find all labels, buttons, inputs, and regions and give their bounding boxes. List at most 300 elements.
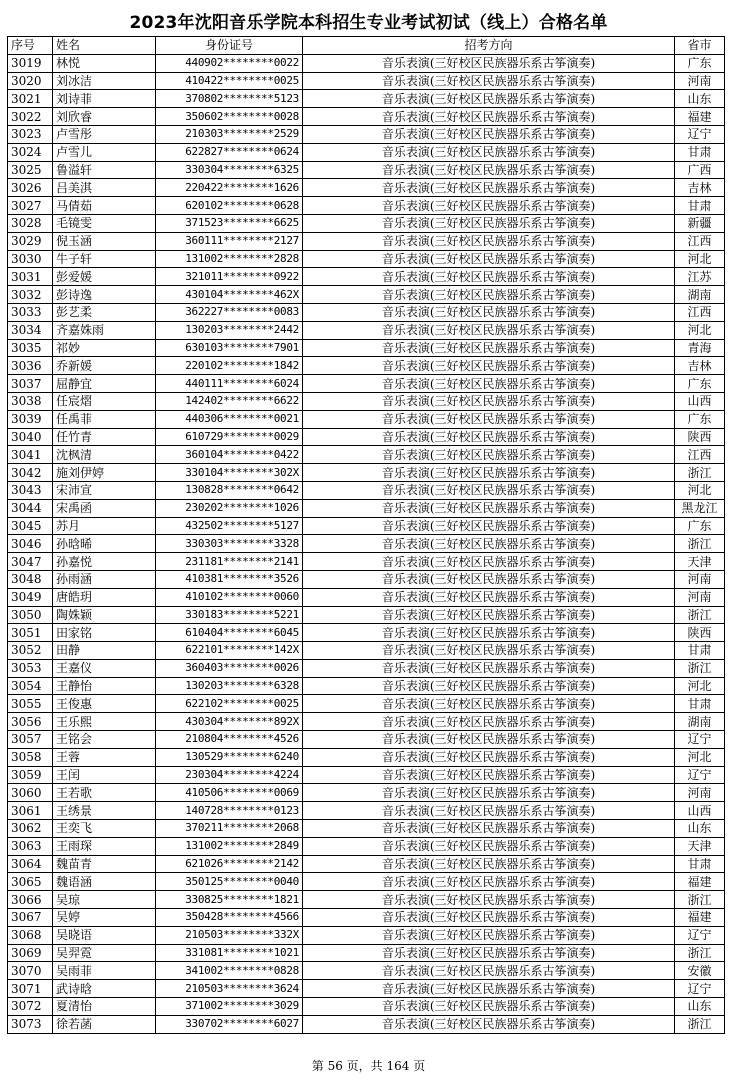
cell-serial-number: 3031 xyxy=(8,268,53,286)
cell-serial-number: 3054 xyxy=(8,677,53,695)
cell-major: 音乐表演(三好校区民族器乐系古筝演奏) xyxy=(303,1015,675,1033)
cell-major: 音乐表演(三好校区民族器乐系古筝演奏) xyxy=(303,713,675,731)
cell-serial-number: 3049 xyxy=(8,588,53,606)
cell-major: 音乐表演(三好校区民族器乐系古筝演奏) xyxy=(303,998,675,1016)
cell-major: 音乐表演(三好校区民族器乐系古筝演奏) xyxy=(303,392,675,410)
cell-serial-number: 3029 xyxy=(8,232,53,250)
cell-id-number: 321011********0922 xyxy=(156,268,303,286)
cell-serial-number: 3033 xyxy=(8,303,53,321)
cell-province: 山西 xyxy=(675,392,725,410)
cell-province: 河北 xyxy=(675,321,725,339)
table-row xyxy=(8,339,725,357)
cell-name: 吴琼 xyxy=(53,891,156,909)
table-row xyxy=(8,517,725,535)
cell-major: 音乐表演(三好校区民族器乐系古筝演奏) xyxy=(303,161,675,179)
cell-id-number: 370211********2068 xyxy=(156,820,303,838)
cell-province: 广东 xyxy=(675,54,725,72)
cell-name: 林悦 xyxy=(53,54,156,72)
cell-id-number: 131002********2849 xyxy=(156,837,303,855)
cell-name: 刘诗菲 xyxy=(53,90,156,108)
cell-name: 孙嘉悦 xyxy=(53,553,156,571)
cell-major: 音乐表演(三好校区民族器乐系古筝演奏) xyxy=(303,837,675,855)
cell-major: 音乐表演(三好校区民族器乐系古筝演奏) xyxy=(303,428,675,446)
table-row xyxy=(8,659,725,677)
table-row xyxy=(8,837,725,855)
cell-serial-number: 3071 xyxy=(8,980,53,998)
cell-major: 音乐表演(三好校区民族器乐系古筝演奏) xyxy=(303,926,675,944)
table-row xyxy=(8,570,725,588)
cell-major: 音乐表演(三好校区民族器乐系古筝演奏) xyxy=(303,980,675,998)
cell-province: 甘肃 xyxy=(675,642,725,660)
table-row xyxy=(8,392,725,410)
cell-id-number: 360104********0422 xyxy=(156,446,303,464)
cell-serial-number: 3027 xyxy=(8,197,53,215)
cell-province: 吉林 xyxy=(675,179,725,197)
cell-name: 吴婷 xyxy=(53,909,156,927)
table-row xyxy=(8,820,725,838)
cell-id-number: 610729********0029 xyxy=(156,428,303,446)
cell-name: 卢雪儿 xyxy=(53,143,156,161)
cell-name: 彭诗逸 xyxy=(53,286,156,304)
cell-name: 苏月 xyxy=(53,517,156,535)
table-row xyxy=(8,481,725,499)
cell-serial-number: 3067 xyxy=(8,909,53,927)
table-row xyxy=(8,1015,725,1033)
cell-major: 音乐表演(三好校区民族器乐系古筝演奏) xyxy=(303,410,675,428)
cell-province: 广东 xyxy=(675,517,725,535)
cell-name: 刘欣睿 xyxy=(53,108,156,126)
cell-serial-number: 3066 xyxy=(8,891,53,909)
cell-name: 乔新媛 xyxy=(53,357,156,375)
cell-name: 刘冰洁 xyxy=(53,72,156,90)
cell-province: 河南 xyxy=(675,570,725,588)
cell-serial-number: 3024 xyxy=(8,143,53,161)
cell-id-number: 130203********6328 xyxy=(156,677,303,695)
table-row xyxy=(8,731,725,749)
cell-province: 江西 xyxy=(675,303,725,321)
cell-serial-number: 3062 xyxy=(8,820,53,838)
cell-province: 福建 xyxy=(675,873,725,891)
cell-major: 音乐表演(三好校区民族器乐系古筝演奏) xyxy=(303,517,675,535)
cell-name: 夏清怡 xyxy=(53,998,156,1016)
cell-major: 音乐表演(三好校区民族器乐系古筝演奏) xyxy=(303,624,675,642)
cell-province: 辽宁 xyxy=(675,980,725,998)
cell-id-number: 231181********2141 xyxy=(156,553,303,571)
cell-major: 音乐表演(三好校区民族器乐系古筝演奏) xyxy=(303,588,675,606)
cell-serial-number: 3020 xyxy=(8,72,53,90)
cell-name: 祁妙 xyxy=(53,339,156,357)
cell-serial-number: 3041 xyxy=(8,446,53,464)
table-row xyxy=(8,232,725,250)
cell-major: 音乐表演(三好校区民族器乐系古筝演奏) xyxy=(303,499,675,517)
cell-major: 音乐表演(三好校区民族器乐系古筝演奏) xyxy=(303,179,675,197)
cell-serial-number: 3065 xyxy=(8,873,53,891)
cell-major: 音乐表演(三好校区民族器乐系古筝演奏) xyxy=(303,268,675,286)
cell-province: 天津 xyxy=(675,553,725,571)
cell-name: 齐嘉姝雨 xyxy=(53,321,156,339)
table-row xyxy=(8,428,725,446)
cell-province: 河南 xyxy=(675,588,725,606)
header-major: 招考方向 xyxy=(303,37,675,55)
cell-province: 浙江 xyxy=(675,1015,725,1033)
cell-serial-number: 3036 xyxy=(8,357,53,375)
cell-name: 王铭会 xyxy=(53,731,156,749)
cell-major: 音乐表演(三好校区民族器乐系古筝演奏) xyxy=(303,535,675,553)
cell-province: 湖南 xyxy=(675,713,725,731)
cell-province: 福建 xyxy=(675,108,725,126)
cell-id-number: 330702********6027 xyxy=(156,1015,303,1033)
cell-province: 青海 xyxy=(675,339,725,357)
cell-serial-number: 3052 xyxy=(8,642,53,660)
cell-name: 牛子轩 xyxy=(53,250,156,268)
cell-province: 安徽 xyxy=(675,962,725,980)
cell-serial-number: 3026 xyxy=(8,179,53,197)
cell-province: 甘肃 xyxy=(675,143,725,161)
cell-province: 辽宁 xyxy=(675,766,725,784)
table-row xyxy=(8,286,725,304)
cell-name: 施刘伊婷 xyxy=(53,464,156,482)
cell-serial-number: 3038 xyxy=(8,392,53,410)
cell-province: 浙江 xyxy=(675,891,725,909)
cell-serial-number: 3053 xyxy=(8,659,53,677)
table-row xyxy=(8,321,725,339)
cell-id-number: 140728********0123 xyxy=(156,802,303,820)
cell-major: 音乐表演(三好校区民族器乐系古筝演奏) xyxy=(303,72,675,90)
table-row xyxy=(8,446,725,464)
cell-major: 音乐表演(三好校区民族器乐系古筝演奏) xyxy=(303,197,675,215)
cell-id-number: 341002********0828 xyxy=(156,962,303,980)
cell-major: 音乐表演(三好校区民族器乐系古筝演奏) xyxy=(303,464,675,482)
cell-province: 辽宁 xyxy=(675,731,725,749)
cell-major: 音乐表演(三好校区民族器乐系古筝演奏) xyxy=(303,375,675,393)
cell-major: 音乐表演(三好校区民族器乐系古筝演奏) xyxy=(303,606,675,624)
cell-major: 音乐表演(三好校区民族器乐系古筝演奏) xyxy=(303,944,675,962)
cell-major: 音乐表演(三好校区民族器乐系古筝演奏) xyxy=(303,446,675,464)
cell-serial-number: 3043 xyxy=(8,481,53,499)
cell-serial-number: 3061 xyxy=(8,802,53,820)
cell-name: 徐若菡 xyxy=(53,1015,156,1033)
cell-id-number: 330825********1821 xyxy=(156,891,303,909)
cell-serial-number: 3034 xyxy=(8,321,53,339)
cell-name: 魏语涵 xyxy=(53,873,156,891)
table-row xyxy=(8,72,725,90)
cell-serial-number: 3039 xyxy=(8,410,53,428)
table-row xyxy=(8,357,725,375)
cell-serial-number: 3046 xyxy=(8,535,53,553)
cell-serial-number: 3059 xyxy=(8,766,53,784)
cell-id-number: 130828********0642 xyxy=(156,481,303,499)
cell-province: 新疆 xyxy=(675,214,725,232)
cell-serial-number: 3047 xyxy=(8,553,53,571)
cell-major: 音乐表演(三好校区民族器乐系古筝演奏) xyxy=(303,766,675,784)
table-row xyxy=(8,197,725,215)
header-serial-number: 序号 xyxy=(8,37,53,55)
cell-province: 河南 xyxy=(675,72,725,90)
cell-id-number: 220422********1626 xyxy=(156,179,303,197)
cell-name: 田家铭 xyxy=(53,624,156,642)
cell-name: 吴晓语 xyxy=(53,926,156,944)
cell-serial-number: 3064 xyxy=(8,855,53,873)
table-row xyxy=(8,766,725,784)
cell-name: 沈枫清 xyxy=(53,446,156,464)
cell-major: 音乐表演(三好校区民族器乐系古筝演奏) xyxy=(303,321,675,339)
cell-name: 吕美淇 xyxy=(53,179,156,197)
cell-id-number: 440902********0022 xyxy=(156,54,303,72)
cell-serial-number: 3072 xyxy=(8,998,53,1016)
cell-id-number: 330303********3328 xyxy=(156,535,303,553)
cell-name: 王绣景 xyxy=(53,802,156,820)
cell-serial-number: 3070 xyxy=(8,962,53,980)
cell-province: 广东 xyxy=(675,375,725,393)
cell-major: 音乐表演(三好校区民族器乐系古筝演奏) xyxy=(303,232,675,250)
results-table xyxy=(7,36,725,1034)
cell-major: 音乐表演(三好校区民族器乐系古筝演奏) xyxy=(303,962,675,980)
cell-province: 陕西 xyxy=(675,624,725,642)
cell-major: 音乐表演(三好校区民族器乐系古筝演奏) xyxy=(303,802,675,820)
cell-name: 彭爱媛 xyxy=(53,268,156,286)
cell-id-number: 142402********6622 xyxy=(156,392,303,410)
cell-province: 江苏 xyxy=(675,268,725,286)
cell-name: 卢雪彤 xyxy=(53,125,156,143)
cell-id-number: 630103********7901 xyxy=(156,339,303,357)
table-row xyxy=(8,499,725,517)
cell-serial-number: 3022 xyxy=(8,108,53,126)
cell-id-number: 220102********1842 xyxy=(156,357,303,375)
table-row xyxy=(8,268,725,286)
cell-id-number: 330183********5221 xyxy=(156,606,303,624)
table-row xyxy=(8,624,725,642)
cell-name: 王闰 xyxy=(53,766,156,784)
cell-serial-number: 3045 xyxy=(8,517,53,535)
cell-serial-number: 3023 xyxy=(8,125,53,143)
table-row xyxy=(8,695,725,713)
cell-id-number: 131002********2828 xyxy=(156,250,303,268)
cell-id-number: 210804********4526 xyxy=(156,731,303,749)
cell-province: 广东 xyxy=(675,410,725,428)
cell-id-number: 622102********0025 xyxy=(156,695,303,713)
table-row xyxy=(8,303,725,321)
table-row xyxy=(8,535,725,553)
cell-name: 鲁溢轩 xyxy=(53,161,156,179)
cell-id-number: 432502********5127 xyxy=(156,517,303,535)
cell-major: 音乐表演(三好校区民族器乐系古筝演奏) xyxy=(303,731,675,749)
header-row xyxy=(8,37,725,55)
cell-major: 音乐表演(三好校区民族器乐系古筝演奏) xyxy=(303,855,675,873)
cell-province: 山西 xyxy=(675,802,725,820)
table-row xyxy=(8,250,725,268)
cell-name: 屈静宜 xyxy=(53,375,156,393)
cell-serial-number: 3028 xyxy=(8,214,53,232)
cell-major: 音乐表演(三好校区民族器乐系古筝演奏) xyxy=(303,820,675,838)
cell-id-number: 410381********3526 xyxy=(156,570,303,588)
table-row xyxy=(8,125,725,143)
table-row xyxy=(8,909,725,927)
cell-major: 音乐表演(三好校区民族器乐系古筝演奏) xyxy=(303,784,675,802)
cell-major: 音乐表演(三好校区民族器乐系古筝演奏) xyxy=(303,891,675,909)
table-row xyxy=(8,90,725,108)
header-id-number: 身份证号 xyxy=(156,37,303,55)
cell-id-number: 430104********462X xyxy=(156,286,303,304)
table-row xyxy=(8,108,725,126)
table-row xyxy=(8,606,725,624)
cell-name: 王雨琛 xyxy=(53,837,156,855)
cell-major: 音乐表演(三好校区民族器乐系古筝演奏) xyxy=(303,873,675,891)
table-row xyxy=(8,748,725,766)
cell-major: 音乐表演(三好校区民族器乐系古筝演奏) xyxy=(303,143,675,161)
cell-serial-number: 3035 xyxy=(8,339,53,357)
cell-serial-number: 3037 xyxy=(8,375,53,393)
cell-id-number: 370802********5123 xyxy=(156,90,303,108)
cell-major: 音乐表演(三好校区民族器乐系古筝演奏) xyxy=(303,214,675,232)
cell-serial-number: 3040 xyxy=(8,428,53,446)
header-name: 姓名 xyxy=(53,37,156,55)
cell-serial-number: 3044 xyxy=(8,499,53,517)
cell-province: 浙江 xyxy=(675,944,725,962)
cell-province: 浙江 xyxy=(675,535,725,553)
cell-major: 音乐表演(三好校区民族器乐系古筝演奏) xyxy=(303,570,675,588)
cell-province: 辽宁 xyxy=(675,125,725,143)
cell-province: 天津 xyxy=(675,837,725,855)
cell-id-number: 440111********6024 xyxy=(156,375,303,393)
cell-province: 浙江 xyxy=(675,464,725,482)
cell-id-number: 210303********2529 xyxy=(156,125,303,143)
cell-province: 广西 xyxy=(675,161,725,179)
cell-major: 音乐表演(三好校区民族器乐系古筝演奏) xyxy=(303,677,675,695)
cell-id-number: 210503********3624 xyxy=(156,980,303,998)
cell-province: 陕西 xyxy=(675,428,725,446)
cell-major: 音乐表演(三好校区民族器乐系古筝演奏) xyxy=(303,357,675,375)
cell-name: 王奕飞 xyxy=(53,820,156,838)
cell-name: 吴羿霓 xyxy=(53,944,156,962)
cell-name: 宋沛宣 xyxy=(53,481,156,499)
cell-major: 音乐表演(三好校区民族器乐系古筝演奏) xyxy=(303,553,675,571)
cell-id-number: 410422********0025 xyxy=(156,72,303,90)
cell-serial-number: 3073 xyxy=(8,1015,53,1033)
cell-name: 王嘉仪 xyxy=(53,659,156,677)
cell-province: 浙江 xyxy=(675,659,725,677)
cell-province: 福建 xyxy=(675,909,725,927)
table-row xyxy=(8,54,725,72)
cell-serial-number: 3032 xyxy=(8,286,53,304)
cell-province: 山东 xyxy=(675,998,725,1016)
cell-name: 田静 xyxy=(53,642,156,660)
cell-major: 音乐表演(三好校区民族器乐系古筝演奏) xyxy=(303,303,675,321)
cell-province: 甘肃 xyxy=(675,855,725,873)
cell-serial-number: 3030 xyxy=(8,250,53,268)
table-row xyxy=(8,464,725,482)
cell-name: 毛镜雯 xyxy=(53,214,156,232)
cell-major: 音乐表演(三好校区民族器乐系古筝演奏) xyxy=(303,125,675,143)
cell-serial-number: 3060 xyxy=(8,784,53,802)
cell-id-number: 360111********2127 xyxy=(156,232,303,250)
cell-name: 王静怡 xyxy=(53,677,156,695)
cell-id-number: 330304********6325 xyxy=(156,161,303,179)
document-title: 2023年沈阳音乐学院本科招生专业考试初试（线上）合格名单 xyxy=(129,13,608,33)
page-footer: 第 56 页，共 164 页 xyxy=(311,1059,426,1073)
cell-province: 山东 xyxy=(675,90,725,108)
cell-name: 王乐熙 xyxy=(53,713,156,731)
cell-major: 音乐表演(三好校区民族器乐系古筝演奏) xyxy=(303,339,675,357)
cell-serial-number: 3042 xyxy=(8,464,53,482)
cell-province: 吉林 xyxy=(675,357,725,375)
cell-id-number: 130529********6240 xyxy=(156,748,303,766)
cell-major: 音乐表演(三好校区民族器乐系古筝演奏) xyxy=(303,695,675,713)
cell-id-number: 430304********892X xyxy=(156,713,303,731)
cell-province: 山东 xyxy=(675,820,725,838)
cell-name: 任宸熠 xyxy=(53,392,156,410)
cell-id-number: 620102********0628 xyxy=(156,197,303,215)
cell-serial-number: 3051 xyxy=(8,624,53,642)
table-row xyxy=(8,855,725,873)
cell-major: 音乐表演(三好校区民族器乐系古筝演奏) xyxy=(303,909,675,927)
cell-id-number: 371523********6625 xyxy=(156,214,303,232)
cell-id-number: 130203********2442 xyxy=(156,321,303,339)
cell-serial-number: 3019 xyxy=(8,54,53,72)
cell-name: 彭艺柔 xyxy=(53,303,156,321)
cell-province: 辽宁 xyxy=(675,926,725,944)
cell-province: 湖南 xyxy=(675,286,725,304)
cell-name: 魏苗青 xyxy=(53,855,156,873)
cell-serial-number: 3025 xyxy=(8,161,53,179)
cell-id-number: 350602********0028 xyxy=(156,108,303,126)
cell-province: 河北 xyxy=(675,748,725,766)
cell-name: 王俊惠 xyxy=(53,695,156,713)
table-row xyxy=(8,214,725,232)
table-row xyxy=(8,410,725,428)
cell-id-number: 621026********2142 xyxy=(156,855,303,873)
table-row xyxy=(8,944,725,962)
cell-serial-number: 3057 xyxy=(8,731,53,749)
cell-serial-number: 3055 xyxy=(8,695,53,713)
table-row xyxy=(8,980,725,998)
cell-id-number: 410506********0069 xyxy=(156,784,303,802)
cell-province: 江西 xyxy=(675,446,725,464)
cell-id-number: 230304********4224 xyxy=(156,766,303,784)
cell-id-number: 622827********0624 xyxy=(156,143,303,161)
cell-major: 音乐表演(三好校区民族器乐系古筝演奏) xyxy=(303,54,675,72)
table-row xyxy=(8,161,725,179)
cell-id-number: 610404********6045 xyxy=(156,624,303,642)
cell-province: 江西 xyxy=(675,232,725,250)
table-row xyxy=(8,998,725,1016)
cell-major: 音乐表演(三好校区民族器乐系古筝演奏) xyxy=(303,90,675,108)
table-header xyxy=(8,37,725,55)
table-row xyxy=(8,677,725,695)
cell-name: 马倩茹 xyxy=(53,197,156,215)
table-row xyxy=(8,713,725,731)
cell-province: 甘肃 xyxy=(675,695,725,713)
table-row xyxy=(8,891,725,909)
cell-province: 浙江 xyxy=(675,606,725,624)
cell-major: 音乐表演(三好校区民族器乐系古筝演奏) xyxy=(303,481,675,499)
cell-major: 音乐表演(三好校区民族器乐系古筝演奏) xyxy=(303,250,675,268)
cell-serial-number: 3063 xyxy=(8,837,53,855)
cell-name: 王蓉 xyxy=(53,748,156,766)
cell-serial-number: 3048 xyxy=(8,570,53,588)
cell-id-number: 360403********0026 xyxy=(156,659,303,677)
cell-name: 武诗晗 xyxy=(53,980,156,998)
cell-id-number: 622101********142X xyxy=(156,642,303,660)
cell-name: 王若歌 xyxy=(53,784,156,802)
table-row xyxy=(8,642,725,660)
cell-name: 任竹青 xyxy=(53,428,156,446)
cell-major: 音乐表演(三好校区民族器乐系古筝演奏) xyxy=(303,108,675,126)
cell-province: 河北 xyxy=(675,250,725,268)
cell-major: 音乐表演(三好校区民族器乐系古筝演奏) xyxy=(303,286,675,304)
table-row xyxy=(8,143,725,161)
table-row xyxy=(8,962,725,980)
cell-id-number: 230202********1026 xyxy=(156,499,303,517)
